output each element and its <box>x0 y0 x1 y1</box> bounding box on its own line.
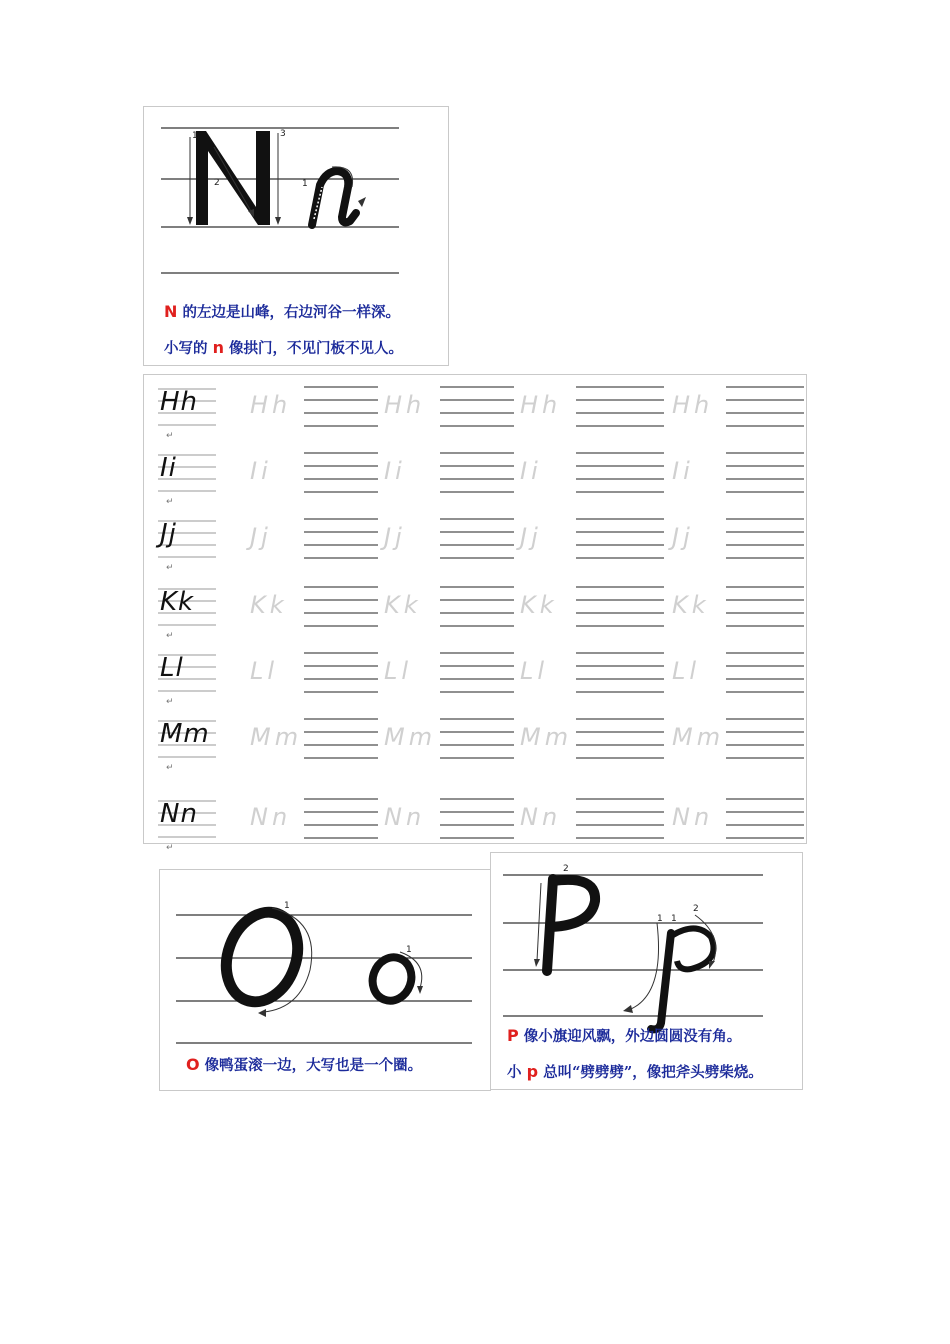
stroke-number: 2 <box>214 178 220 188</box>
caption-prefix: 小 <box>507 1064 522 1081</box>
caption-text: 像鸭蛋滚一边，大写也是一个圈。 <box>204 1057 423 1074</box>
paragraph-mark-icon: ↵ <box>166 697 174 707</box>
trace-letters: Ii <box>384 457 406 485</box>
trace-letters: Ll <box>384 657 413 685</box>
highlight-letter: n <box>212 338 224 357</box>
trace-letters: Ii <box>672 457 694 485</box>
trace-letters: Hh <box>384 391 426 419</box>
letter-p-illustration <box>491 853 804 1091</box>
letter-n-illustration <box>144 107 450 367</box>
lowercase-n-glyph <box>312 167 366 225</box>
trace-letters: Jj <box>520 523 542 551</box>
trace-letters: Nn <box>250 803 292 831</box>
paragraph-mark-icon: ↵ <box>166 563 174 573</box>
caption-text: 的左边是山峰，右边河谷一样深。 <box>182 304 400 321</box>
row-model-letters: Ll <box>160 653 184 683</box>
trace-letters: Mm <box>250 723 303 751</box>
highlight-letter: P <box>507 1026 519 1045</box>
uppercase-o-glyph <box>214 902 311 1017</box>
trace-letters: Kk <box>384 591 422 619</box>
paragraph-mark-icon: ↵ <box>166 843 174 853</box>
caption-n-upper <box>164 301 400 322</box>
trace-letters: Ll <box>250 657 279 685</box>
trace-letters: Nn <box>384 803 426 831</box>
trace-letters: Jj <box>250 523 272 551</box>
trace-letters: Kk <box>520 591 558 619</box>
trace-letters: Jj <box>384 523 406 551</box>
stroke-number: 1 <box>657 914 663 924</box>
trace-letters: Kk <box>250 591 288 619</box>
caption-p-upper <box>507 1025 741 1046</box>
trace-letters: Ii <box>250 457 272 485</box>
caption-n-lower <box>164 337 403 358</box>
paragraph-mark-icon: ↵ <box>166 631 174 641</box>
paragraph-mark-icon: ↵ <box>166 497 174 507</box>
trace-letters: Nn <box>520 803 562 831</box>
letter-o-card <box>159 869 491 1091</box>
paragraph-mark-icon: ↵ <box>166 431 174 441</box>
trace-letters: Ll <box>672 657 701 685</box>
stroke-number: 1 <box>671 914 677 924</box>
trace-letters: Hh <box>250 391 292 419</box>
caption-prefix: 小写的 <box>164 340 208 357</box>
highlight-letter: O <box>186 1055 200 1074</box>
caption-text: 总叫“劈劈劈”，像把斧头劈柴烧。 <box>543 1064 763 1081</box>
caption-o <box>186 1054 422 1075</box>
trace-letters: Mm <box>520 723 573 751</box>
trace-letters: Hh <box>672 391 714 419</box>
stroke-number: 1 <box>302 179 308 189</box>
trace-letters: Ll <box>520 657 549 685</box>
trace-letters: Hh <box>520 391 562 419</box>
trace-letters: Mm <box>672 723 725 751</box>
caption-p-lower <box>507 1061 763 1082</box>
stroke-number: 1 <box>284 901 290 911</box>
row-model-letters: Mm <box>160 719 210 749</box>
trace-letters: Kk <box>672 591 710 619</box>
row-model-letters: Jj <box>160 519 177 549</box>
stroke-number: 2 <box>563 864 569 874</box>
stroke-number: 3 <box>280 129 286 139</box>
stroke-number: 1 <box>406 945 412 955</box>
trace-letters: Mm <box>384 723 437 751</box>
row-model-letters: Nn <box>160 799 198 829</box>
stroke-number: 2 <box>693 904 699 914</box>
uppercase-n-glyph <box>187 131 281 225</box>
lowercase-p-glyph <box>623 915 716 1029</box>
letter-n-card <box>143 106 449 366</box>
handwriting-worksheet <box>143 374 807 853</box>
highlight-letter: N <box>164 302 178 321</box>
trace-letters: Ii <box>520 457 542 485</box>
stroke-number: 1 <box>192 131 198 141</box>
caption-text: 像小旗迎风飘，外边圆圆没有角。 <box>523 1028 742 1045</box>
paragraph-mark-icon: ↵ <box>166 763 174 773</box>
uppercase-p-glyph <box>534 879 595 971</box>
row-model-letters: Kk <box>160 587 195 617</box>
highlight-letter: p <box>526 1062 539 1081</box>
letter-p-card <box>490 852 803 1090</box>
row-model-letters: Hh <box>160 387 199 417</box>
trace-letters: Nn <box>672 803 714 831</box>
row-model-letters: Ii <box>160 453 177 483</box>
trace-letters: Jj <box>672 523 694 551</box>
lowercase-o-glyph <box>367 952 423 1006</box>
caption-text: 像拱门，不见门板不见人。 <box>229 340 404 357</box>
